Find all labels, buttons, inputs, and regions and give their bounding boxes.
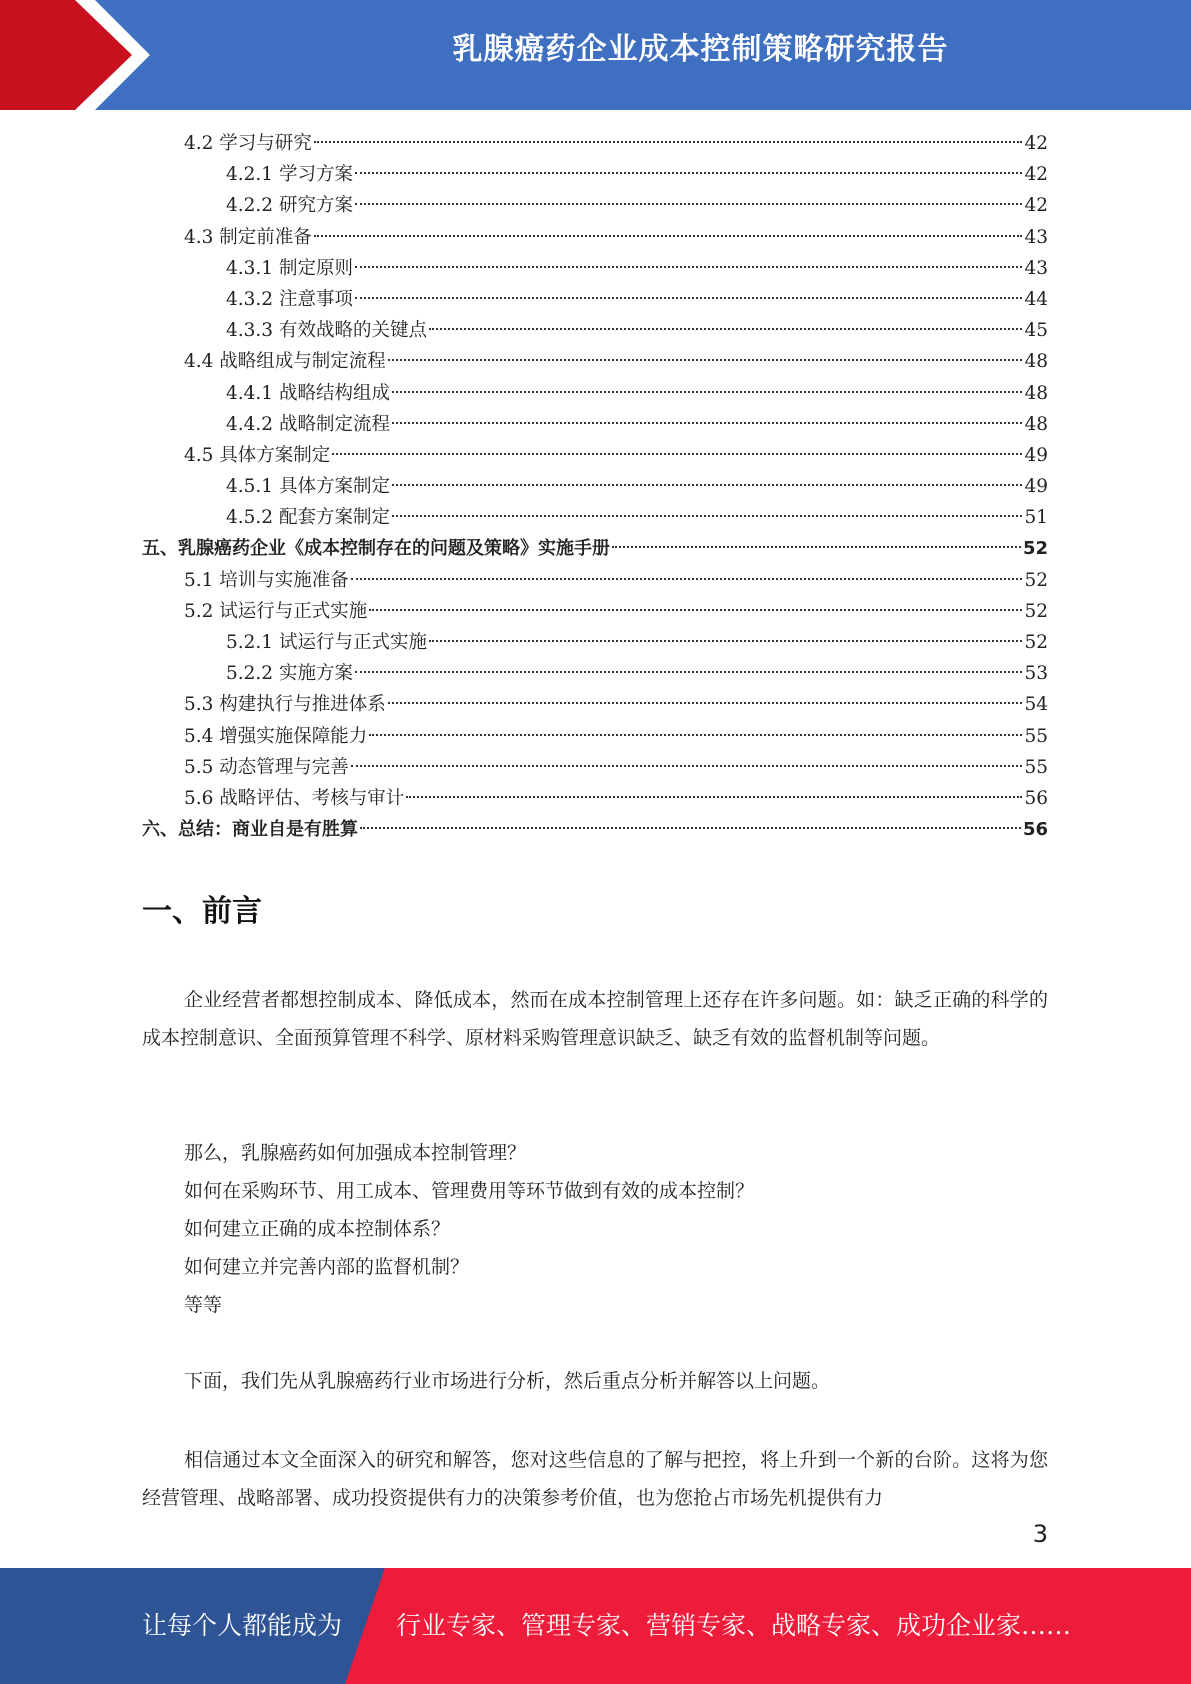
- toc-entry-title: 5.5 动态管理与完善: [184, 756, 349, 778]
- toc-entry-page: 49: [1024, 476, 1048, 498]
- toc-entry-title: 4.4.1 战略结构组成: [226, 382, 390, 404]
- page-number: 3: [1032, 1520, 1048, 1548]
- analysis-paragraph: 下面，我们先从乳腺癌药行业市场进行分析，然后重点分析并解答以上问题。: [184, 1370, 831, 1392]
- toc-entry[interactable]: [142, 284, 1048, 315]
- toc-entry-page: 43: [1024, 257, 1048, 279]
- question-item: 等等: [184, 1294, 223, 1316]
- toc-dot-leader: [351, 578, 1023, 580]
- toc-dot-leader: [369, 734, 1022, 736]
- question-item: 如何在采购环节、用工成本、管理费用等环节做到有效的成本控制？: [184, 1180, 755, 1202]
- toc-entry[interactable]: [142, 721, 1048, 752]
- toc-entry[interactable]: [142, 471, 1048, 502]
- toc-entry[interactable]: [142, 159, 1048, 190]
- toc-entry-page: 48: [1024, 413, 1048, 435]
- toc-dot-leader: [392, 515, 1022, 517]
- toc-entry-page: 42: [1024, 164, 1048, 186]
- toc-dot-leader: [369, 609, 1022, 611]
- question-list: [142, 1134, 1048, 1324]
- toc-dot-leader: [351, 765, 1023, 767]
- toc-entry-page: 56: [1022, 819, 1048, 841]
- section-title: 一、前言: [142, 894, 262, 929]
- toc-entry-page: 51: [1024, 507, 1048, 529]
- toc-entry[interactable]: [142, 596, 1048, 627]
- toc-dot-leader: [612, 546, 1021, 548]
- toc-dot-leader: [392, 422, 1022, 424]
- toc-entry-title: 5.2 试运行与正式实施: [184, 600, 368, 622]
- toc-entry-title: 4.5.2 配套方案制定: [226, 507, 390, 529]
- page-header: [0, 0, 1191, 110]
- toc-entry[interactable]: [142, 502, 1048, 533]
- toc-entry-page: 52: [1024, 569, 1048, 591]
- toc-dot-leader: [392, 391, 1022, 393]
- toc-dot-leader: [314, 141, 1023, 143]
- toc-dot-leader: [392, 484, 1022, 486]
- toc-dot-leader: [355, 297, 1023, 299]
- analysis-paragraph-block: [142, 1362, 1048, 1400]
- conclusion-paragraph-block: [142, 1441, 1048, 1517]
- toc-entry[interactable]: [142, 689, 1048, 720]
- toc-entry[interactable]: [142, 565, 1048, 596]
- toc-entry[interactable]: [142, 440, 1048, 471]
- toc-dot-leader: [388, 359, 1023, 361]
- toc-dot-leader: [360, 827, 1021, 829]
- toc-entry-title: 4.2.2 研究方案: [226, 195, 353, 217]
- toc-entry-title: 4.5 具体方案制定: [184, 444, 331, 466]
- conclusion-paragraph: 相信通过本文全面深入的研究和解答，您对这些信息的了解与把控，将上升到一个新的台阶。这将为您经营管理、战略部署、成功投资提供有力的决策参考价值，也为您抢占市场先机提供有力: [142, 1449, 1048, 1509]
- question-item: 那么，乳腺癌药如何加强成本控制管理？: [184, 1142, 527, 1164]
- toc-dot-leader: [388, 702, 1023, 704]
- toc-entry-title: 5.2.1 试运行与正式实施: [226, 632, 427, 653]
- intro-paragraph: 企业经营者都想控制成本、降低成本，然而在成本控制管理上还存在许多问题。如：缺乏正确的科学的成本控制意识、全面预算管理不科学、原材料采购管理意识缺乏、缺乏有效的监督机制等问题。: [142, 989, 1048, 1049]
- toc-entry[interactable]: [142, 533, 1048, 564]
- toc-entry[interactable]: [142, 346, 1048, 377]
- toc-entry-title: 4.3.1 制定原则: [226, 257, 353, 279]
- toc-dot-leader: [355, 172, 1023, 174]
- toc-entry-title: 4.2 学习与研究: [184, 133, 312, 154]
- toc-entry-title: 4.3.3 有效战略的关键点: [226, 320, 427, 342]
- toc-entry[interactable]: [142, 627, 1048, 658]
- toc-entry-title: 六、总结：商业自是有胜算: [142, 819, 358, 841]
- toc-entry[interactable]: [142, 253, 1048, 284]
- toc-entry[interactable]: [142, 315, 1048, 346]
- footer-slogan-right: 行业专家、管理专家、营销专家、战略专家、成功企业家……: [396, 1611, 1072, 1640]
- toc-entry-title: 4.3 制定前准备: [184, 226, 312, 248]
- toc-entry-page: 52: [1022, 538, 1048, 560]
- toc-entry-title: 5.1 培训与实施准备: [184, 569, 349, 591]
- toc-entry-page: 52: [1024, 632, 1048, 653]
- toc-dot-leader: [355, 266, 1023, 268]
- toc-entry[interactable]: [142, 128, 1048, 159]
- toc-entry-title: 5.2.2 实施方案: [226, 663, 353, 685]
- table-of-contents: [142, 128, 1048, 845]
- question-item: 如何建立并完善内部的监督机制？: [184, 1256, 470, 1278]
- footer-slogan-left: 让每个人都能成为: [142, 1611, 343, 1640]
- toc-dot-leader: [355, 671, 1023, 673]
- question-item: 如何建立正确的成本控制体系？: [184, 1218, 451, 1240]
- toc-entry-page: 53: [1024, 663, 1048, 685]
- toc-dot-leader: [314, 235, 1023, 237]
- toc-entry[interactable]: [142, 190, 1048, 221]
- toc-entry-title: 4.4.2 战略制定流程: [226, 413, 390, 435]
- toc-entry-title: 4.4 战略组成与制定流程: [184, 351, 386, 373]
- toc-entry-title: 五、乳腺癌药企业《成本控制存在的问题及策略》实施手册: [142, 538, 610, 560]
- toc-entry-page: 42: [1024, 195, 1048, 217]
- toc-entry-page: 44: [1024, 288, 1048, 310]
- toc-entry[interactable]: [142, 783, 1048, 814]
- toc-entry[interactable]: [142, 222, 1048, 253]
- toc-entry-page: 49: [1024, 444, 1048, 466]
- toc-entry[interactable]: [142, 378, 1048, 409]
- toc-entry-title: 4.2.1 学习方案: [226, 164, 353, 186]
- toc-dot-leader: [429, 328, 1022, 330]
- toc-dot-leader: [429, 640, 1022, 642]
- toc-entry-title: 5.4 增强实施保障能力: [184, 725, 368, 747]
- toc-entry-title: 5.3 构建执行与推进体系: [184, 694, 386, 716]
- toc-entry[interactable]: [142, 409, 1048, 440]
- toc-entry-title: 5.6 战略评估、考核与审计: [184, 787, 405, 809]
- toc-entry[interactable]: [142, 658, 1048, 689]
- toc-dot-leader: [332, 453, 1022, 455]
- toc-entry-page: 52: [1024, 600, 1048, 622]
- intro-paragraph-block: [142, 981, 1048, 1057]
- header-title: 乳腺癌药企业成本控制策略研究报告: [452, 32, 949, 67]
- toc-dot-leader: [355, 203, 1023, 205]
- toc-entry[interactable]: [142, 814, 1048, 845]
- toc-entry-page: 42: [1024, 133, 1048, 154]
- toc-entry-page: 45: [1024, 320, 1048, 342]
- toc-dot-leader: [406, 796, 1022, 798]
- toc-entry-page: 54: [1024, 694, 1048, 716]
- toc-entry-title: 4.3.2 注意事项: [226, 288, 353, 310]
- toc-entry-page: 48: [1024, 351, 1048, 373]
- toc-entry-page: 48: [1024, 382, 1048, 404]
- page-footer: [0, 1568, 1191, 1684]
- toc-entry-page: 56: [1024, 787, 1048, 809]
- toc-entry-page: 43: [1024, 226, 1048, 248]
- toc-entry-title: 4.5.1 具体方案制定: [226, 476, 390, 498]
- toc-entry-page: 55: [1024, 756, 1048, 778]
- toc-entry-page: 55: [1024, 725, 1048, 747]
- toc-entry[interactable]: [142, 752, 1048, 783]
